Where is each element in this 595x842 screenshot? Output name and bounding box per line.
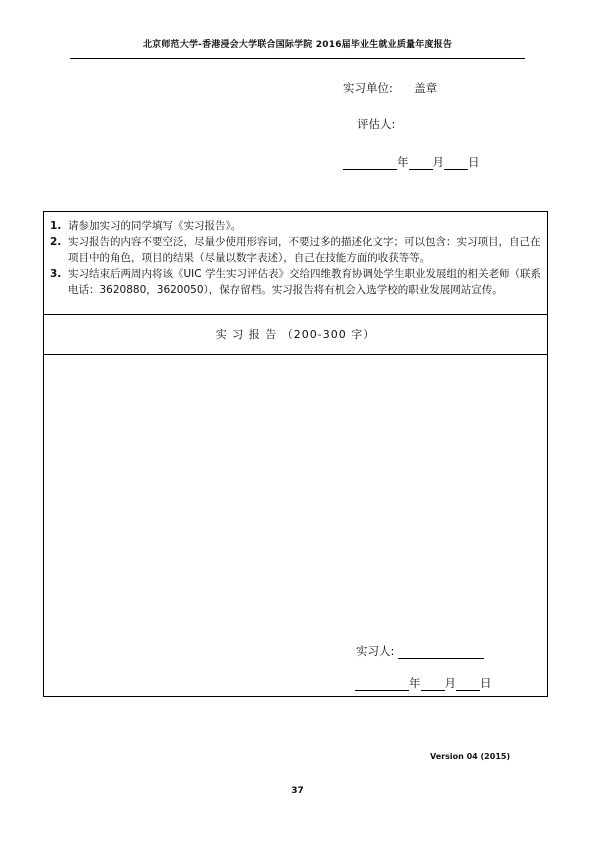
month-label-top: 月	[432, 155, 444, 169]
instructions-list	[50, 218, 544, 298]
internship-report-form	[43, 211, 548, 697]
evaluator-row	[357, 116, 489, 132]
instruction-text: 实习报告的内容不要空泛，尽量少使用形容词，不要过多的描述化文字；可以包含：实习项目，自己在项目中的角色，项目的结果（尽量以数字表述），自己在技能方面的收获等等。	[68, 236, 541, 264]
evaluator-field[interactable]	[399, 119, 489, 132]
instruction-number: 1.	[50, 220, 62, 232]
year-label-top: 年	[397, 155, 409, 169]
header-divider	[70, 58, 525, 59]
year-field-top[interactable]	[343, 157, 397, 170]
instruction-text: 请参加实习的同学填写《实习报告》。	[68, 220, 242, 232]
stamp-label: 盖章	[414, 81, 438, 95]
date-row-top	[343, 154, 480, 170]
internship-unit-label: 实习单位:	[343, 81, 393, 95]
month-label-bottom: 月	[444, 676, 456, 690]
page-number: 37	[291, 786, 304, 796]
month-field-bottom[interactable]	[421, 678, 445, 691]
evaluator-label: 评估人:	[357, 117, 396, 131]
version-label: Version 04 (2015)	[430, 752, 511, 761]
day-label-top: 日	[468, 155, 480, 169]
day-label-bottom: 日	[480, 676, 492, 690]
day-field-top[interactable]	[444, 157, 468, 170]
intern-signature-row	[356, 643, 484, 659]
instruction-item	[50, 218, 544, 234]
instructions-cell	[44, 212, 547, 315]
instruction-item	[50, 234, 544, 266]
report-body-area[interactable]	[44, 355, 547, 696]
instruction-number: 2.	[50, 236, 62, 248]
instruction-number: 3.	[50, 268, 62, 280]
page-header-title: 北京师范大学-香港浸会大学联合国际学院 2016届毕业生就业质量年度报告	[142, 40, 453, 50]
year-label-bottom: 年	[409, 676, 421, 690]
month-field-top[interactable]	[409, 157, 433, 170]
year-field-bottom[interactable]	[355, 678, 409, 691]
intern-label: 实习人:	[356, 644, 395, 658]
internship-unit-row	[343, 80, 437, 96]
report-heading: 实 习 报 告 （200-300 字）	[44, 315, 547, 355]
date-row-bottom	[355, 675, 492, 691]
day-field-bottom[interactable]	[456, 678, 480, 691]
instruction-text: 实习结束后两周内将该《UIC 学生实习评估表》交给四维教育协调处学生职业发展组的相关老师（联系电话：3620880，3620050），保存留档。实习报告将有机会入选学校的职业发展网站宣传。	[68, 268, 541, 296]
intern-signature-field[interactable]	[398, 646, 484, 659]
instruction-item	[50, 266, 544, 298]
